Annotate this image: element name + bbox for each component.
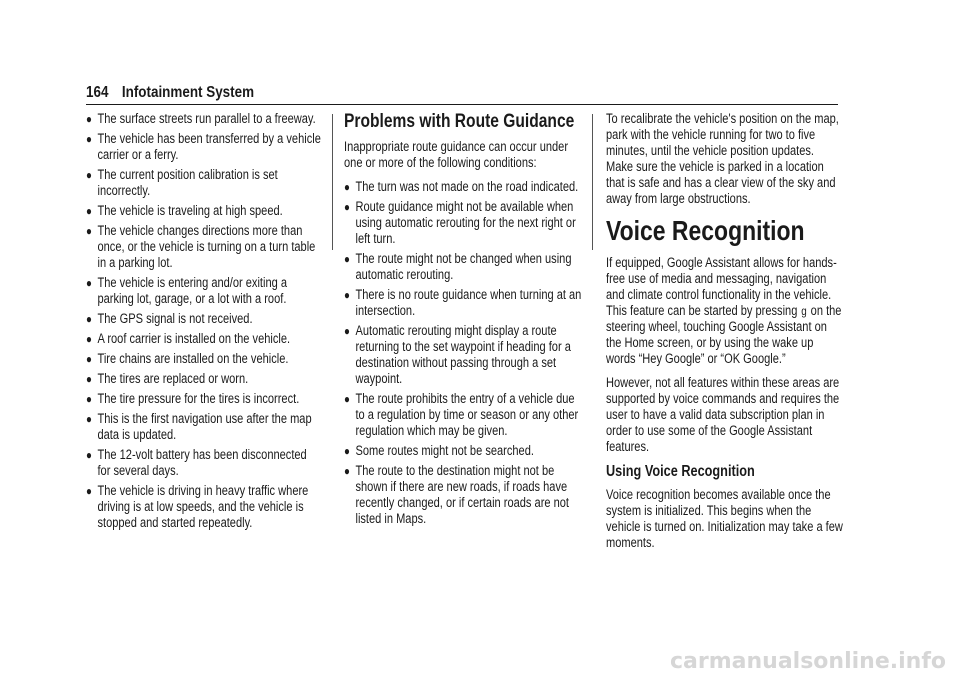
bullet-icon: ● [344, 180, 350, 194]
bullet-item [86, 331, 322, 347]
column-1 [86, 111, 322, 535]
bullet-icon: ● [86, 276, 92, 290]
bullet-text: A roof carrier is installed on the vehicle. [97, 331, 291, 346]
bullet-item [86, 131, 322, 163]
google-assistant-text-1: If equipped, Google Assistant allows for hands-free use of media and messaging, navigation and climate control functionality in the vehicle. This feature can be started by pressing [606, 255, 837, 318]
bullet-icon: ● [86, 132, 92, 146]
bullet-icon: ● [86, 352, 92, 366]
watermark: carmanualsonline.info [670, 649, 946, 674]
voice-recognition-heading: Voice Recognition [606, 215, 805, 246]
bullet-icon: ● [344, 392, 350, 406]
bullet-text: The surface streets run parallel to a freeway. [97, 111, 316, 126]
google-assistant-icon: g [801, 304, 807, 318]
column-3 [606, 111, 844, 559]
bullet-icon: ● [86, 484, 92, 498]
bullet-item [86, 447, 322, 479]
google-assistant-text-2: on the steering wheel, touching Google Assistant on the Home screen, or by using the wake up words “Hey Google” or “OK Google.” [606, 303, 842, 366]
bullet-icon: ● [86, 332, 92, 346]
bullet-text: The vehicle is entering and/or exiting a parking lot, garage, or a lot with a roof. [97, 275, 288, 306]
bullet-icon: ● [344, 288, 350, 302]
bullet-text: Automatic rerouting might display a route returning to the set waypoint if heading for a destination without passing through a set waypoint. [355, 323, 571, 386]
bullet-text: Route guidance might not be available when using automatic rerouting for the next right or left turn. [355, 199, 576, 246]
bullet-item [86, 167, 322, 199]
bullet-item [86, 203, 322, 219]
bullet-text: The vehicle has been transferred by a vehicle carrier or a ferry. [97, 131, 321, 162]
column-divider-2 [592, 114, 593, 250]
bullet-text: The 12-volt battery has been disconnected for several days. [97, 447, 307, 478]
bullet-icon: ● [344, 252, 350, 266]
bullet-text: The vehicle is traveling at high speed. [97, 203, 283, 218]
bullet-text: Some routes might not be searched. [355, 443, 534, 458]
route-guidance-list [344, 179, 582, 527]
bullet-item [86, 311, 322, 327]
bullet-text: The tires are replaced or worn. [97, 371, 249, 386]
bullet-icon: ● [86, 448, 92, 462]
bullet-item [86, 223, 322, 271]
bullet-icon: ● [344, 200, 350, 214]
section-title: Infotainment System [121, 84, 255, 101]
bullet-text: There is no route guidance when turning at an intersection. [355, 287, 582, 318]
bullet-icon: ● [86, 392, 92, 406]
bullet-icon: ● [86, 224, 92, 238]
bullet-icon: ● [86, 168, 92, 182]
bullet-item [344, 287, 582, 319]
bullet-text: This is the first navigation use after the map data is updated. [97, 411, 312, 442]
bullet-text: The vehicle is driving in heavy traffic where driving is at low speeds, and the vehicle is stopped and started repeatedly. [97, 483, 309, 530]
initialization-paragraph: Voice recognition becomes available once the system is initialized. This begins when the vehicle is turned on. Initialization may take a few moments. [606, 487, 843, 550]
bullet-icon: ● [344, 464, 350, 478]
bullet-item [344, 463, 582, 527]
bullet-item [86, 371, 322, 387]
bullet-item [344, 323, 582, 387]
route-guidance-heading: Problems with Route Guidance [344, 111, 575, 132]
bullet-icon: ● [86, 204, 92, 218]
bullet-icon: ● [86, 112, 92, 126]
bullet-text: The route to the destination might not be shown if there are new roads, if roads have recently changed, or if certain roads are not listed in Maps. [355, 463, 570, 526]
bullet-item [86, 411, 322, 443]
bullet-icon: ● [344, 324, 350, 338]
header-rule [86, 104, 838, 105]
page-number: 164 [86, 84, 109, 101]
bullet-item [86, 483, 322, 531]
bullet-item [86, 275, 322, 307]
page-header [86, 84, 254, 102]
bullet-item [86, 351, 322, 367]
bullet-item [344, 199, 582, 247]
bullet-text: The current position calibration is set incorrectly. [97, 167, 278, 198]
bullet-text: The GPS signal is not received. [97, 311, 253, 326]
bullet-icon: ● [86, 312, 92, 326]
bullet-icon: ● [86, 372, 92, 386]
column-2 [344, 111, 582, 531]
bullet-item [344, 391, 582, 439]
bullet-text: The route might not be changed when using automatic rerouting. [355, 251, 572, 282]
features-paragraph: However, not all features within these areas are supported by voice commands and requires the user to have a valid data subscription plan in order to use some of the Google Assistant features. [606, 375, 840, 454]
bullet-text: The turn was not made on the road indicated. [355, 179, 579, 194]
recalibrate-paragraph: To recalibrate the vehicle's position on the map, park with the vehicle running for two to five minutes, until the vehicle position updates. Make sure the vehicle is parked in a location that is safe and has a clear view of the sky and away from large obstructions. [606, 111, 839, 206]
bullet-item [86, 111, 322, 127]
bullet-item [86, 391, 322, 407]
bullet-item [344, 443, 582, 459]
condition-list [86, 111, 322, 531]
bullet-text: Tire chains are installed on the vehicle. [97, 351, 289, 366]
route-guidance-intro: Inappropriate route guidance can occur under one or more of the following conditions: [344, 139, 569, 170]
bullet-text: The vehicle changes directions more than once, or the vehicle is turning on a turn table in a parking lot. [97, 223, 316, 270]
bullet-icon: ● [86, 412, 92, 426]
bullet-icon: ● [344, 444, 350, 458]
using-voice-recognition-heading: Using Voice Recognition [606, 463, 755, 480]
column-divider-1 [332, 114, 333, 250]
bullet-text: The route prohibits the entry of a vehicle due to a regulation by time or season or any other regulation which may be given. [355, 391, 579, 438]
google-assistant-paragraph [606, 255, 844, 367]
bullet-text: The tire pressure for the tires is incorrect. [97, 391, 300, 406]
bullet-item [344, 251, 582, 283]
bullet-item [344, 179, 582, 195]
